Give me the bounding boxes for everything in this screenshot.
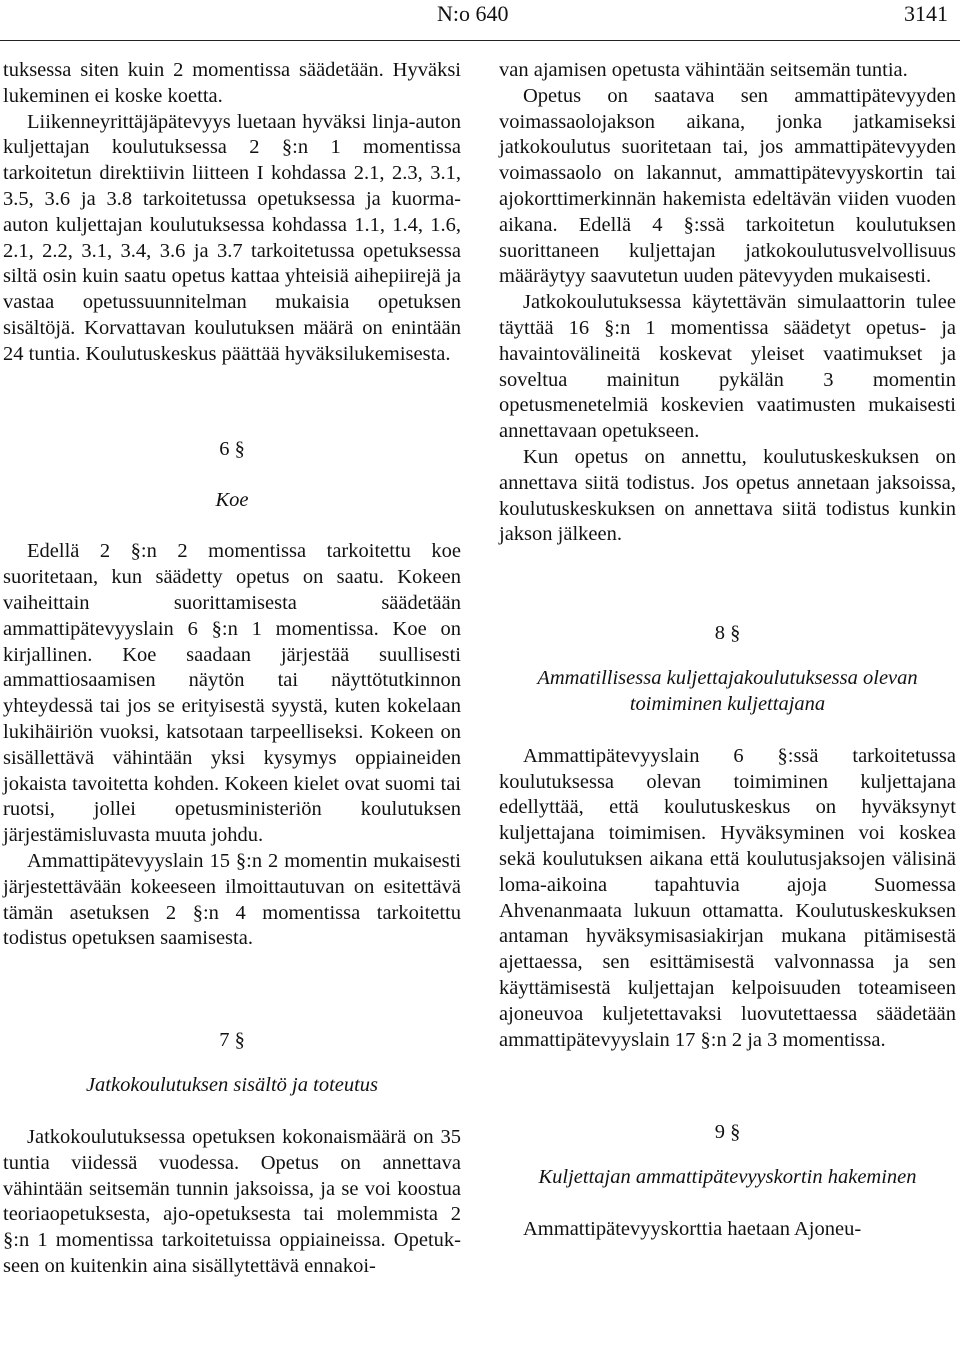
paragraph: Liikenneyrittäjäpätevyys luetaan hyväksi linja-auton kuljettajan koulutuksessa 2 §:n 1 momentissa tarkoitetun direktiivin liitteen I kohdassa 2.1, 2.3, 3.1, 3.5, 3.6 ja 3.8 tarkoitetussa opetuksessa ja kuorma-auton kuljettajan koulutuksessa kohdassa 1.1, 1.4, 1.6, 2.1, 2.2, 3.1, 3.4, 3.6 ja 3.7 tarkoitetussa opetuksessa siltä osin kuin saatu opetus kattaa yhteisiä aihepiirejä ja vastaa opetussuunnitelman mukaisia opetuksen sisältöjä. Korvattavan koulutuksen määrä on enintään 24 tuntia. Koulutuskeskus päättää hyväksilukemisesta. xyxy=(3,110,461,365)
section-number: 7 § xyxy=(219,1029,245,1052)
paragraph: Kun opetus on annettu, koulutuskeskuksen on annettava siitä todistus. Jos opetus annetaan jaksoissa, koulutuskeskuksen on annettava siitä todistus kunkin jakson jälkeen. xyxy=(499,445,956,546)
paragraph: Edellä 2 §:n 2 momentissa tarkoitettu koe suoritetaan, kun säädetty opetus on saatu. Kokeen vaiheittain suorittamisesta säädetään ammattipätevyyslain 6 §:n 1 momentissa. Koe on kirjallinen. Koe saadaan järjestää suullisesti ammattiosaamisen näytön tai näyttötutkinnon yhteydessä tai jos se erityisestä syystä, kuten kokelaan lukihäiriön vuoksi, katsotaan tarpeelliseksi. Kokeen on sisällettävä vähintään yksi kysymys oppiaineiden jokaista tavoitetta kohden. Kokeen kielet ovat suomi tai ruotsi, jollei opetusministeriön koulutuksen järjestämisluvasta muuta johdu. xyxy=(3,540,461,847)
section-title: Ammatillisessa kuljettajakoulutuksessa olevan toimiminen kuljettajana xyxy=(537,667,918,715)
section-number: 9 § xyxy=(714,1121,741,1144)
section-title: Jatkokoulutuksen sisältö ja toteutus xyxy=(85,1074,379,1097)
section-title: Koe xyxy=(215,488,249,511)
section-number: 6 § xyxy=(219,437,245,460)
paragraph: tuksessa siten kuin 2 momentissa säädetään. Hyväksi lukeminen ei koske koetta. xyxy=(3,59,461,107)
left-column xyxy=(3,58,461,1280)
header-rule xyxy=(0,40,960,41)
paragraph: Ammattipätevyyslain 6 §:ssä tarkoitetussa koulutuksessa olevan toimiminen kuljettajana edellyttää, että koulutuskeskus on hyväksynyt kuljettajana toimimisen. Hyväksyminen voi koskea sekä koulutuksen aikana että koulutusjaksojen välisinä loma-aikoina tapahtuvia ajoja Suomessa Ahvenanmaata lukuun ottamatta. Koulutuskeskuksen antaman hyväksymisasiakirjan mukana pitämisestä ajettaessa, sen esittämisestä valvonnassa ja sen käyttämisestä kuljettajan kelpoisuuden toteamiseen ajoneuvoa kuljetettavaksi luovutettaessa säädetään ammattipätevyyslain 17 §:n 2 ja 3 momentissa. xyxy=(499,744,956,1051)
paragraph: Jatkokoulutuksessa käytettävän simulaattorin tulee täyttää 16 §:n 1 momentissa säädetyt opetus- ja havaintovälineitä koskevat yleiset vaatimukset ja soveltua mainitun pykälän 3 momentin opetusmenetelmiä koskevien vaatimusten mukaisesti annettavaan opetukseen. xyxy=(499,291,956,443)
paragraph: van ajamisen opetusta vähintään seitsemän tuntia. xyxy=(499,59,908,81)
page-header xyxy=(0,0,960,40)
section-number: 8 § xyxy=(714,622,741,645)
paragraph: Opetus on saatava sen ammattipätevyyden voimassaolojakson aikana, jonka jatkamiseksi jatkokoulutus suoritetaan tai, jos ammattipätevyyden voimassaolo on lakannut, ammattipätevyyskortin tai ajokorttimerkinnän hakemista edeltävän viiden vuoden aikana. Edellä 4 §:ssä tarkoitetun koulutuksen suorittaneen kuljettajan jatkokoulutusvelvollisuus määräytyy saavutetun uuden pätevyyden mukaisesti. xyxy=(499,84,956,288)
paragraph: Ammattipätevyyslain 15 §:n 2 momentin mukaisesti järjestettävään kokeeseen ilmoittautuvan on esitettävä tämän asetuksen 2 §:n 4 momentissa tarkoitettu todistus opetuksen saamisesta. xyxy=(3,849,461,950)
paragraph: Ammattipätevyyskorttia haetaan Ajoneu- xyxy=(523,1218,862,1241)
section-title: Kuljettajan ammattipätevyyskortin hakeminen xyxy=(538,1166,917,1189)
page-number: 3141 xyxy=(904,1,948,26)
law-number: N:o 640 xyxy=(437,1,509,26)
paragraph: Jatkokoulutuksessa opetuksen kokonaismäärä on 35 tuntia viidessä vuodessa. Opetus on annettava vähintään seitsemän tunnin jaksoissa, ja se voi koostua teoriaopetuksesta, ajo-opetuksesta tai molemmista 2 §:n 1 momentissa tarkoitetuissa oppiaineissa. Opetukseen on kuitenkin aina sisällytettävä ennakoi- xyxy=(3,1125,461,1277)
right-column xyxy=(499,58,956,1243)
